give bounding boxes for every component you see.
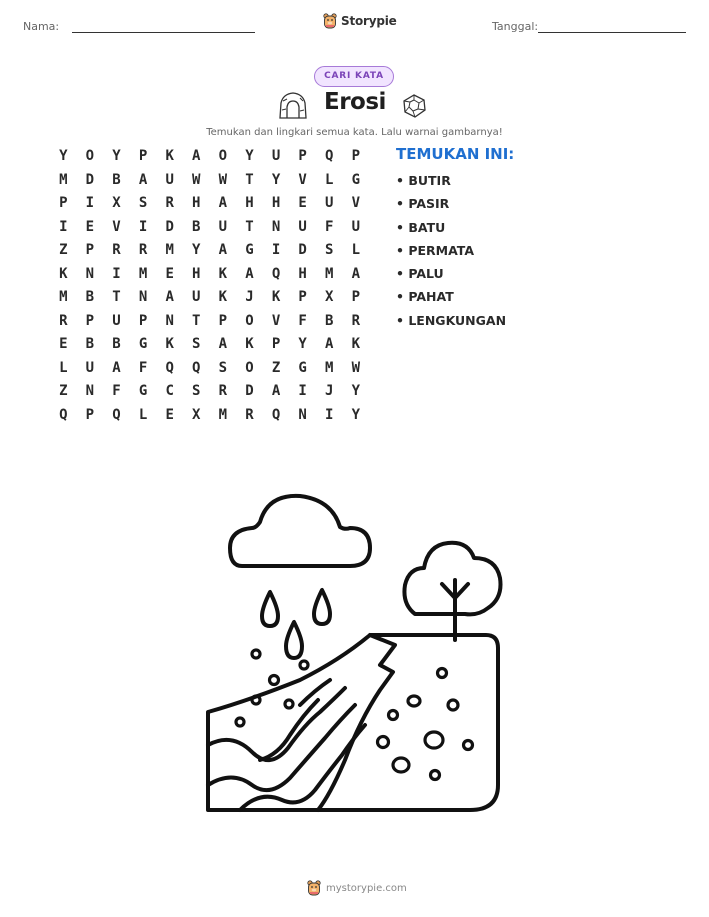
grid-letter[interactable]: R [351, 312, 361, 329]
grid-letter[interactable]: A [165, 289, 174, 305]
grid-letter[interactable]: X [192, 406, 201, 423]
grid-row [50, 407, 369, 431]
grid-letter[interactable]: Q [59, 406, 68, 423]
grid-letter[interactable]: P [298, 148, 307, 164]
grid-letter[interactable]: Y [298, 336, 307, 352]
grid-letter[interactable]: B [192, 218, 201, 235]
bear-mascot-icon [307, 880, 321, 896]
grid-letter[interactable]: P [218, 312, 228, 329]
grid-letter[interactable]: U [165, 171, 174, 188]
grid-letter[interactable]: O [245, 312, 254, 329]
grid-letter[interactable]: O [218, 148, 228, 164]
grid-letter[interactable]: V [112, 218, 121, 235]
grid-letter[interactable]: S [138, 195, 148, 211]
grid-letter[interactable]: U [271, 148, 281, 164]
grid-letter[interactable]: Y [351, 406, 361, 423]
grid-letter[interactable]: N [85, 383, 95, 399]
erosion-landscape-coloring-icon [200, 490, 505, 815]
grid-letter[interactable]: P [351, 148, 361, 164]
date-label: Tanggal: [492, 20, 539, 33]
grid-letter[interactable]: H [298, 265, 307, 282]
grid-row [50, 242, 369, 266]
grid-letter[interactable]: I [85, 195, 95, 211]
word-item: • LENGKUNGAN [396, 312, 507, 328]
grid-letter[interactable]: Y [112, 148, 121, 164]
grid-letter[interactable]: J [325, 383, 334, 399]
grid-letter[interactable]: Y [245, 148, 254, 164]
grid-letter[interactable]: R [112, 242, 121, 258]
footer-url[interactable]: mystorypie.com [326, 882, 407, 894]
grid-letter[interactable]: S [192, 336, 201, 352]
grid-letter[interactable]: W [192, 171, 201, 188]
grid-letter[interactable]: A [271, 383, 281, 399]
grid-letter[interactable]: A [218, 195, 228, 211]
grid-letter[interactable]: A [218, 242, 228, 258]
instructions: Temukan dan lingkari semua kata. Lalu warnai gambarnya! [206, 127, 503, 138]
grid-row [50, 148, 369, 172]
grid-letter[interactable]: A [112, 359, 121, 376]
name-line[interactable] [72, 32, 255, 33]
grid-row [50, 313, 369, 337]
grid-letter[interactable]: T [112, 289, 121, 305]
grid-letter[interactable]: C [165, 383, 174, 399]
grid-letter[interactable]: N [271, 218, 281, 235]
grid-letter[interactable]: I [138, 218, 148, 235]
page-title: Erosi [324, 89, 386, 115]
grid-letter[interactable]: Z [271, 359, 281, 376]
grid-letter[interactable]: P [298, 289, 307, 305]
grid-letter[interactable]: N [298, 406, 307, 423]
grid-letter[interactable]: F [325, 218, 334, 235]
gem-stone-icon [401, 93, 427, 119]
grid-row [50, 336, 369, 360]
grid-letter[interactable]: X [325, 289, 334, 305]
grid-letter[interactable]: K [351, 336, 361, 352]
grid-letter[interactable]: H [192, 195, 201, 211]
grid-letter[interactable]: P [271, 336, 281, 352]
bear-mascot-icon [323, 13, 337, 29]
grid-letter[interactable]: P [351, 289, 361, 305]
grid-letter[interactable]: M [59, 171, 68, 188]
grid-letter[interactable]: B [85, 336, 95, 352]
grid-letter[interactable]: B [112, 336, 121, 352]
grid-letter[interactable]: K [245, 336, 254, 352]
grid-letter[interactable]: R [59, 312, 68, 329]
grid-letter[interactable]: A [245, 265, 254, 282]
grid-row [50, 266, 369, 290]
grid-letter[interactable]: Q [271, 406, 281, 423]
grid-letter[interactable]: B [325, 312, 334, 329]
grid-letter[interactable]: M [325, 265, 334, 282]
grid-letter[interactable]: B [112, 171, 121, 188]
grid-letter[interactable]: U [112, 312, 121, 329]
grid-letter[interactable]: H [192, 265, 201, 282]
word-item: • PALU [396, 266, 444, 282]
grid-letter[interactable]: R [165, 195, 174, 211]
grid-letter[interactable]: I [112, 265, 121, 282]
grid-letter[interactable]: G [351, 171, 361, 188]
word-item: • PASIR [396, 196, 450, 212]
grid-letter[interactable]: U [85, 359, 95, 376]
word-list-title: TEMUKAN INI: [396, 145, 515, 163]
grid-letter[interactable]: L [351, 242, 361, 258]
grid-letter[interactable]: E [85, 218, 95, 235]
grid-letter[interactable]: I [59, 218, 68, 235]
grid-letter[interactable]: X [112, 195, 121, 211]
grid-letter[interactable]: Q [192, 359, 201, 376]
grid-letter[interactable]: E [298, 195, 307, 211]
grid-letter[interactable]: I [271, 242, 281, 258]
grid-letter[interactable]: H [245, 195, 254, 211]
grid-row [50, 172, 369, 196]
grid-letter[interactable]: J [245, 289, 254, 305]
grid-letter[interactable]: A [138, 171, 148, 188]
grid-letter[interactable]: M [325, 359, 334, 376]
grid-letter[interactable]: P [85, 406, 95, 423]
footer [307, 880, 407, 896]
word-item: • BATU [396, 219, 446, 235]
grid-row [50, 195, 369, 219]
grid-letter[interactable]: D [298, 242, 307, 258]
grid-letter[interactable]: Y [192, 242, 201, 258]
grid-row [50, 289, 369, 313]
grid-letter[interactable]: K [218, 289, 228, 305]
grid-letter[interactable]: M [165, 242, 174, 258]
grid-letter[interactable]: P [138, 148, 148, 164]
word-search-grid [50, 148, 369, 430]
grid-letter[interactable]: G [298, 359, 307, 376]
grid-letter[interactable]: U [218, 218, 228, 235]
grid-letter[interactable]: U [192, 289, 201, 305]
grid-letter[interactable]: P [85, 312, 95, 329]
grid-letter[interactable]: R [138, 242, 148, 258]
word-list [396, 173, 506, 336]
grid-letter[interactable]: P [138, 312, 148, 329]
grid-letter[interactable]: L [138, 406, 148, 423]
grid-letter[interactable]: U [298, 218, 307, 235]
grid-row [50, 383, 369, 407]
grid-letter[interactable]: M [218, 406, 228, 423]
date-line[interactable] [538, 32, 686, 33]
grid-letter[interactable]: P [85, 242, 95, 258]
word-item: • PERMATA [396, 242, 475, 258]
grid-letter[interactable]: A [325, 336, 334, 352]
grid-letter[interactable]: K [165, 336, 174, 352]
grid-letter[interactable]: V [298, 171, 307, 188]
grid-letter[interactable]: R [245, 406, 254, 423]
grid-letter[interactable]: D [165, 218, 174, 235]
grid-letter[interactable]: T [245, 218, 254, 235]
grid-letter[interactable]: N [85, 265, 95, 282]
grid-letter[interactable]: K [271, 289, 281, 305]
name-label: Nama: [23, 20, 60, 33]
grid-letter[interactable]: F [112, 383, 121, 399]
grid-letter[interactable]: M [138, 265, 148, 282]
grid-letter[interactable]: O [85, 148, 95, 164]
grid-letter[interactable]: Y [59, 148, 68, 164]
grid-letter[interactable]: T [192, 312, 201, 329]
word-item: • BUTIR [396, 173, 451, 188]
grid-letter[interactable]: S [325, 242, 334, 258]
grid-letter[interactable]: R [218, 383, 228, 399]
word-item: • PAHAT [396, 289, 454, 305]
grid-letter[interactable]: M [59, 289, 68, 305]
grid-letter[interactable]: Z [59, 242, 68, 258]
grid-letter[interactable]: S [192, 383, 201, 399]
grid-letter[interactable]: W [218, 171, 228, 188]
grid-letter[interactable]: E [59, 336, 68, 352]
grid-letter[interactable]: L [325, 171, 334, 188]
grid-row [50, 360, 369, 384]
grid-letter[interactable]: V [351, 195, 361, 211]
grid-letter[interactable]: P [59, 195, 68, 211]
grid-letter[interactable]: A [218, 336, 228, 352]
rock-arch-icon [278, 91, 308, 119]
grid-letter[interactable]: G [138, 383, 148, 399]
grid-letter[interactable]: D [245, 383, 254, 399]
grid-letter[interactable]: K [218, 265, 228, 282]
grid-letter[interactable]: A [351, 265, 361, 282]
grid-letter[interactable]: Q [165, 359, 174, 376]
grid-letter[interactable]: Y [351, 383, 361, 399]
grid-letter[interactable]: G [138, 336, 148, 352]
grid-letter[interactable]: U [325, 195, 334, 211]
grid-letter[interactable]: N [165, 312, 174, 329]
grid-letter[interactable]: L [59, 359, 68, 376]
grid-letter[interactable]: T [245, 171, 254, 188]
activity-badge: CARI KATA [314, 66, 394, 87]
grid-letter[interactable]: Q [112, 406, 121, 423]
grid-letter[interactable]: F [138, 359, 148, 376]
grid-letter[interactable]: A [192, 148, 201, 164]
brand-name: Storypie [341, 14, 397, 28]
grid-letter[interactable]: U [351, 218, 361, 235]
grid-letter[interactable]: D [85, 171, 95, 188]
grid-letter[interactable]: K [59, 265, 68, 282]
grid-letter[interactable]: O [245, 359, 254, 376]
grid-letter[interactable]: E [165, 406, 174, 423]
grid-letter[interactable]: W [351, 359, 361, 376]
grid-letter[interactable]: Q [325, 148, 334, 164]
brand-logo [323, 13, 397, 29]
grid-letter[interactable]: F [298, 312, 307, 329]
grid-letter[interactable]: S [218, 359, 228, 376]
grid-letter[interactable]: K [165, 148, 174, 164]
grid-letter[interactable]: Q [271, 265, 281, 282]
grid-letter[interactable]: E [165, 265, 174, 282]
grid-letter[interactable]: G [245, 242, 254, 258]
grid-letter[interactable]: H [271, 195, 281, 211]
grid-letter[interactable]: Y [271, 171, 281, 188]
grid-letter[interactable]: B [85, 289, 95, 305]
grid-row [50, 219, 369, 243]
grid-letter[interactable]: N [138, 289, 148, 305]
grid-letter[interactable]: I [298, 383, 307, 399]
grid-letter[interactable]: V [271, 312, 281, 329]
grid-letter[interactable]: I [325, 406, 334, 423]
grid-letter[interactable]: Z [59, 383, 68, 399]
